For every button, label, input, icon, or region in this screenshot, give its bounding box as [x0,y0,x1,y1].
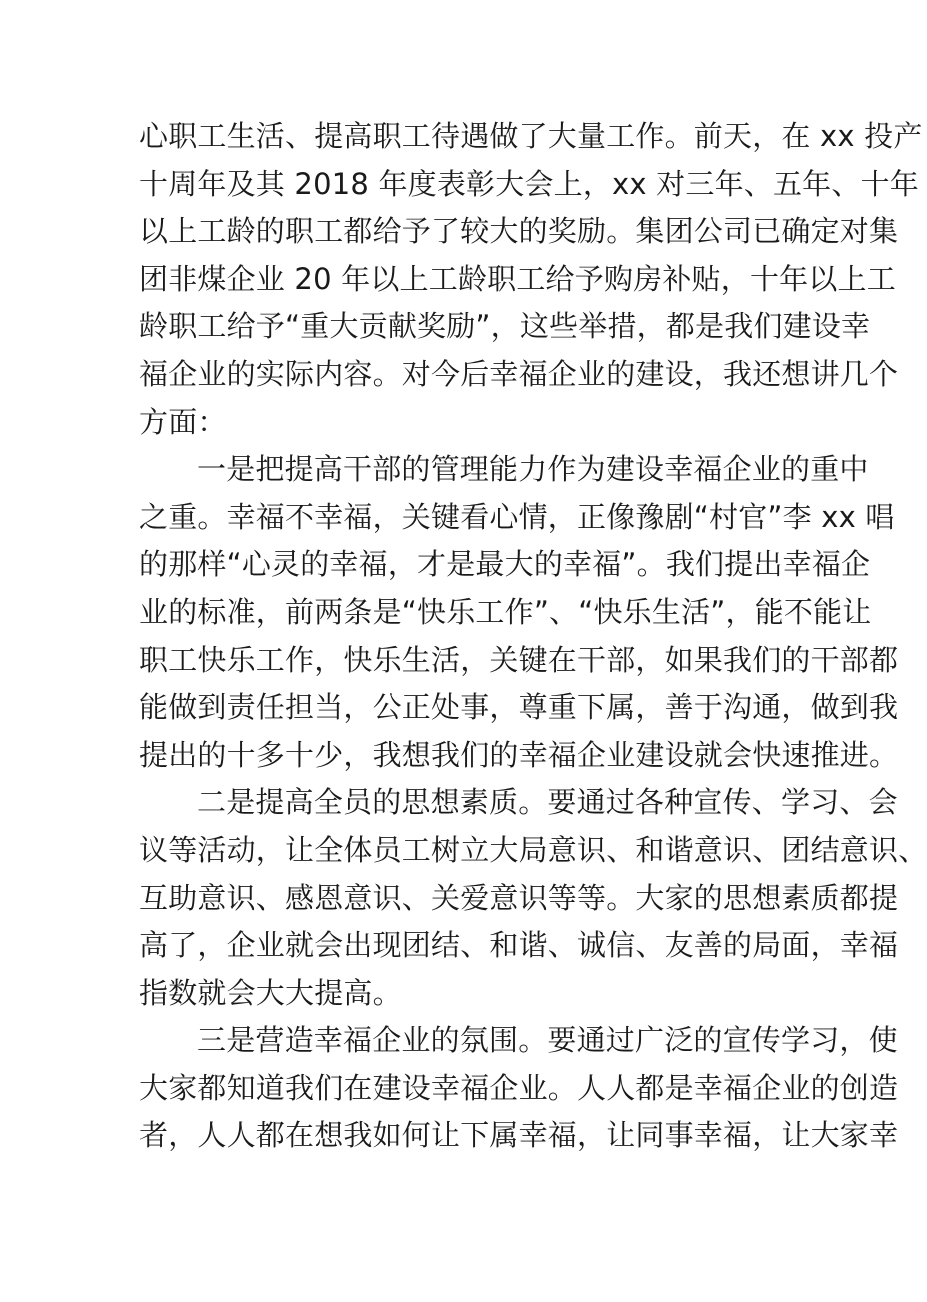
paragraph [139,779,927,1017]
text-line: 团非煤企业 20 年以上工龄职工给予购房补贴，十年以上工 [139,261,896,296]
text-line: 福企业的实际内容。对今后幸福企业的建设，我还想讲几个 [139,356,899,391]
document-body [139,113,927,1160]
text-line: 方面： [139,404,227,439]
text-line: 一是把提高干部的管理能力作为建设幸福企业的重中 [197,452,869,487]
text-line: 职工快乐工作，快乐生活，关键在干部，如果我们的干部都 [139,642,899,677]
text-line: 的那样“心灵的幸福，才是最大的幸福”。我们提出幸福企 [139,547,871,582]
text-line: 业的标准，前两条是“快乐工作”、“快乐生活”，能不能让 [139,594,872,629]
text-line: 以上工龄的职工都给予了较大的奖励。集团公司已确定对集 [139,214,899,249]
paragraph [139,1017,899,1160]
text-line: 互助意识、感恩意识、关爱意识等等。大家的思想素质都提 [139,880,899,915]
paragraph [139,113,923,446]
text-line: 高了，企业就会出现团结、和谐、诚信、友善的局面，幸福 [139,928,899,963]
text-line: 者，人人都在想我如何让下属幸福，让同事幸福，让大家幸 [139,1118,899,1153]
text-line: 之重。幸福不幸福，关键看心情，正像豫剧“村官”李 xx 唱 [139,499,895,534]
text-line: 指数就会大大提高。 [139,975,402,1010]
text-line: 提出的十多十少，我想我们的幸福企业建设就会快速推进。 [139,737,899,772]
text-line: 心职工生活、提高职工待遇做了大量工作。前天，在 xx 投产 [139,119,923,153]
text-line: 二是提高全员的思想素质。要通过各种宣传、学习、会 [197,785,898,820]
text-line: 大家都知道我们在建设幸福企业。人人都是幸福企业的创造 [139,1070,899,1105]
text-line: 能做到责任担当，公正处事，尊重下属，善于沟通，做到我 [139,690,899,725]
text-line: 龄职工给予“重大贡献奖励”，这些举措，都是我们建设幸 [139,309,871,344]
paragraph [139,446,899,779]
text-line: 三是营造幸福企业的氛围。要通过广泛的宣传学习，使 [197,1023,898,1058]
text-line: 十周年及其 2018 年度表彰大会上，xx 对三年、五年、十年 [139,166,919,201]
text-line: 议等活动，让全体员工树立大局意识、和谐意识、团结意识、 [139,832,927,867]
